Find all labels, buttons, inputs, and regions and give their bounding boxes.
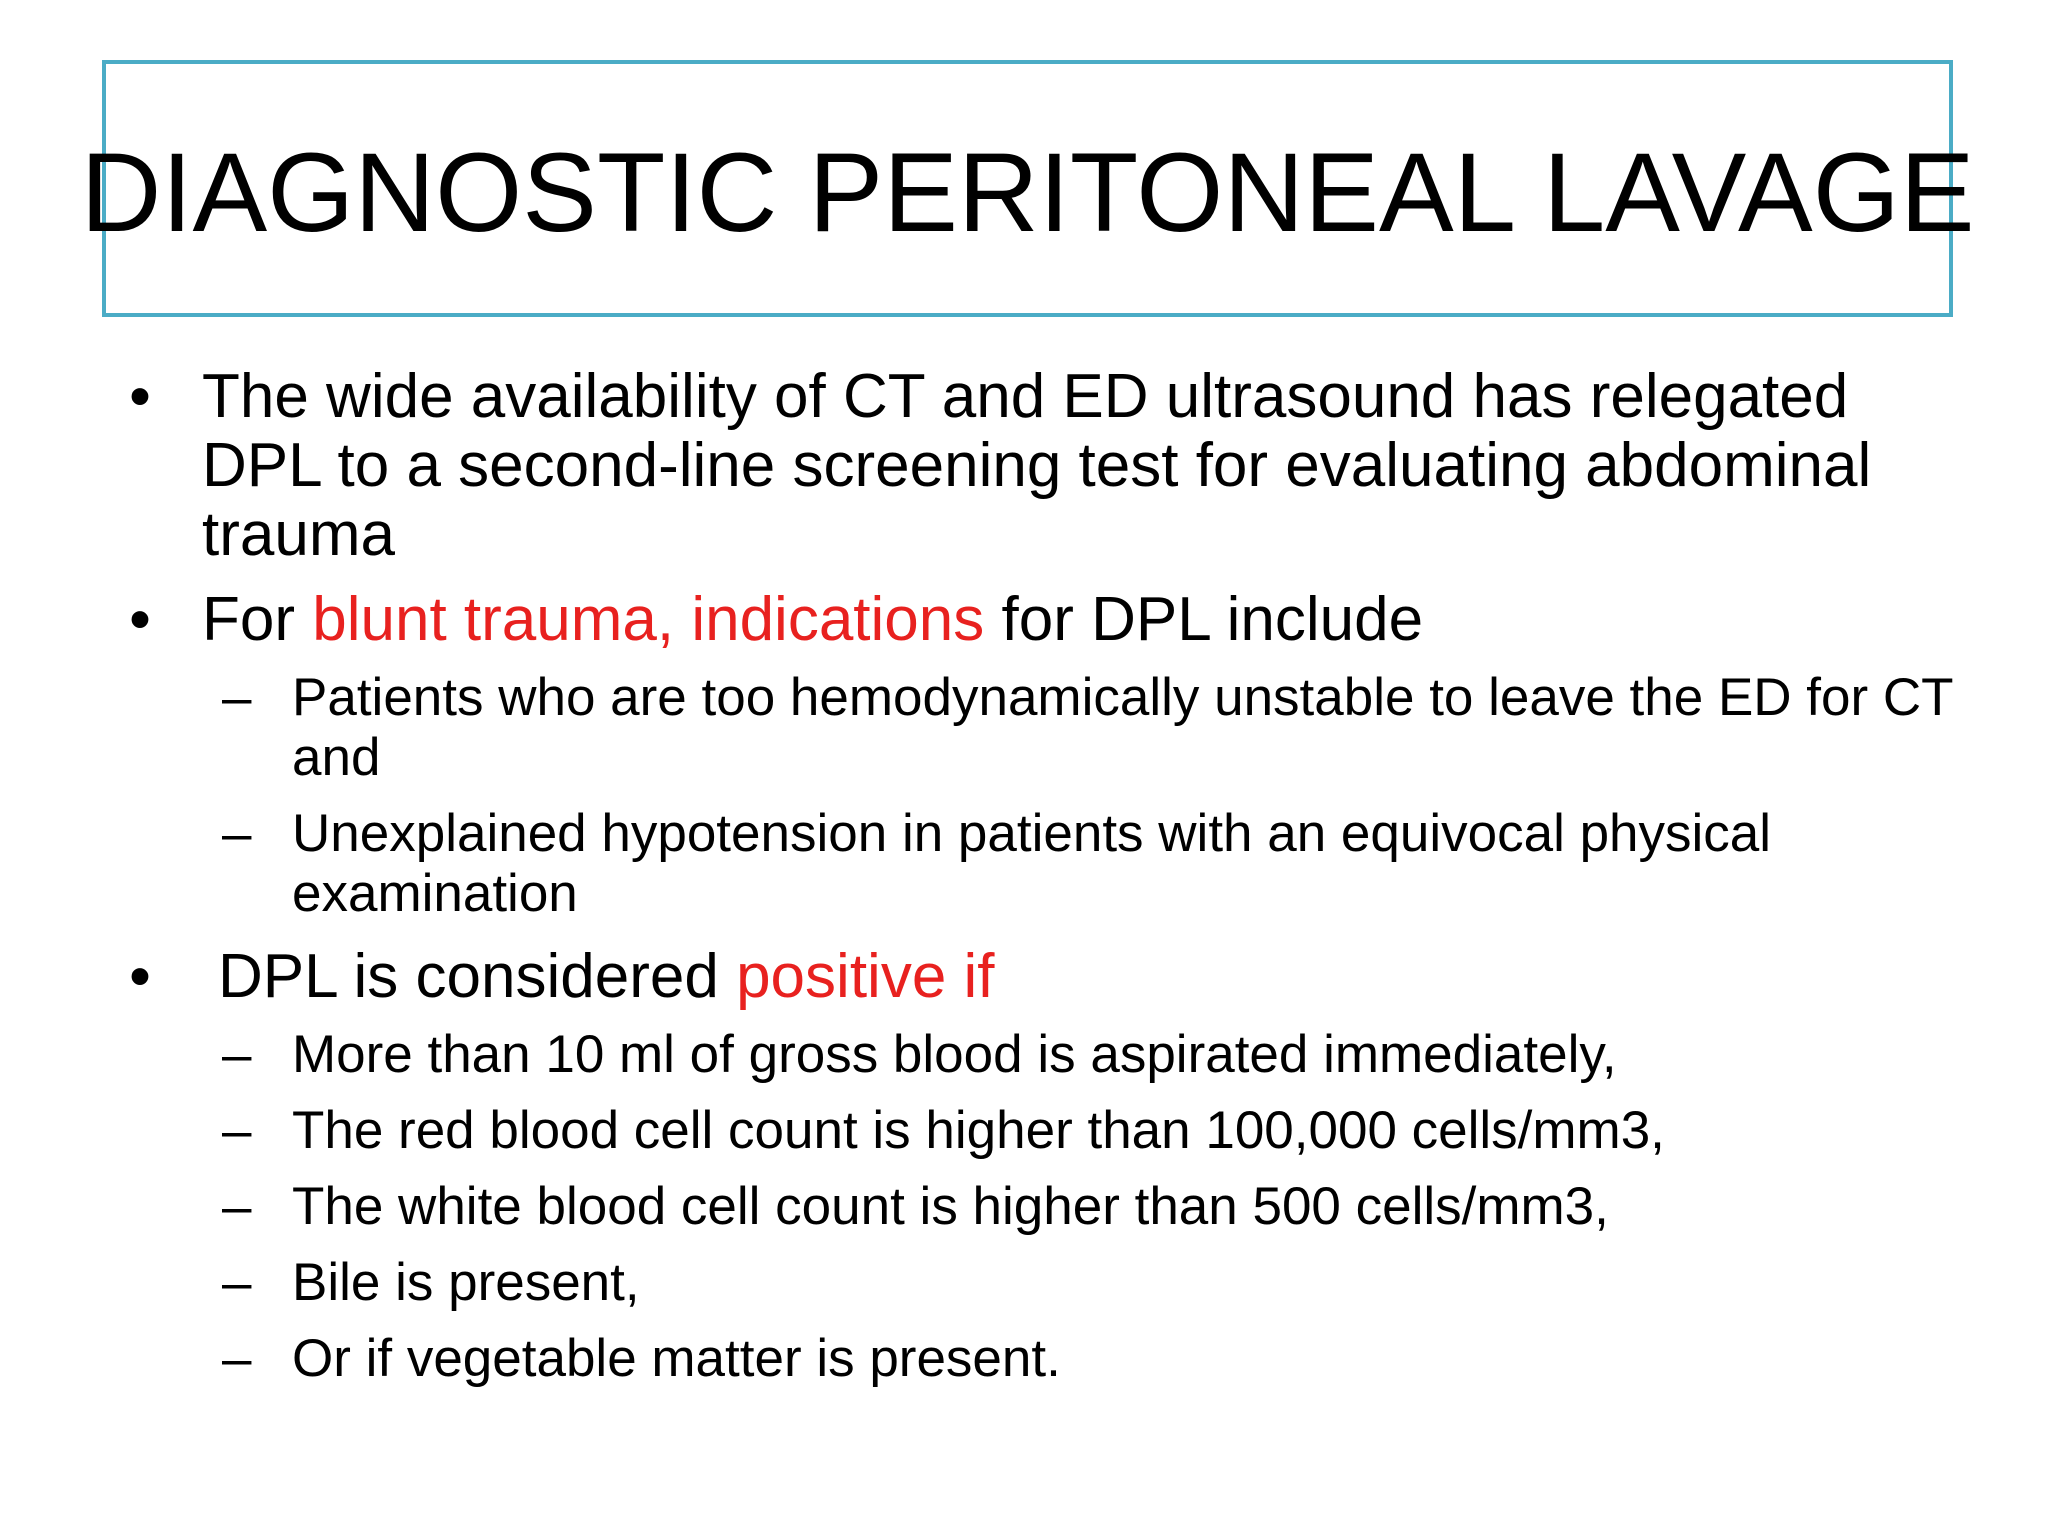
dash-marker: – [222,1329,252,1388]
sub-bullet-text: More than 10 ml of gross blood is aspirated immediately, [292,1025,1617,1084]
sub-bullet-text: Bile is present, [292,1253,640,1312]
bullet-item [120,942,1960,1011]
dash-marker: – [222,1177,252,1236]
bullet-text-highlight: blunt trauma, indications [312,585,985,654]
sub-bullet-text: The red blood cell count is higher than 100,000 cells/mm3, [292,1101,1665,1160]
dash-marker: – [222,1025,252,1084]
bullet-marker: • [129,362,151,431]
sub-bullet-text: Patients who are too hemodynamically unstable to leave the ED for CT and [292,668,1953,787]
sub-bullet-item [120,1177,1960,1237]
bullet-text-suffix: for DPL include [984,585,1424,654]
title-box [80,60,1975,317]
bullet-text-prefix: For [202,585,313,654]
sub-bullet-text: The white blood cell count is higher than 500 cells/mm3, [292,1177,1609,1236]
bullet-text-highlight: positive if [736,942,995,1011]
sub-bullet-item [120,1253,1960,1313]
slide-title: DIAGNOSTIC PERITONEAL LAVAGE [80,129,1975,255]
dash-marker: – [222,804,252,863]
bullet-text: The wide availability of CT and ED ultrasound has relegated DPL to a second-line screening test for evaluating abdominal trauma [202,362,1872,569]
sub-bullet-text: Unexplained hypotension in patients with an equivocal physical examination [292,804,1772,923]
sub-bullet-item [120,1025,1960,1085]
sub-bullet-item [120,1101,1960,1161]
bullet-item [120,362,1960,569]
bullet-marker: • [129,585,151,654]
bullet-marker: • [129,942,151,1011]
slide-body [120,362,1960,1389]
sub-bullet-text: Or if vegetable matter is present. [292,1329,1061,1388]
sub-bullet-item [120,804,1960,924]
sub-bullet-item [120,1329,1960,1389]
sub-bullet-item [120,668,1960,788]
bullet-item [120,585,1960,654]
dash-marker: – [222,1101,252,1160]
bullet-text-prefix: DPL is considered [218,942,737,1011]
dash-marker: – [222,1253,252,1312]
dash-marker: – [222,668,252,727]
